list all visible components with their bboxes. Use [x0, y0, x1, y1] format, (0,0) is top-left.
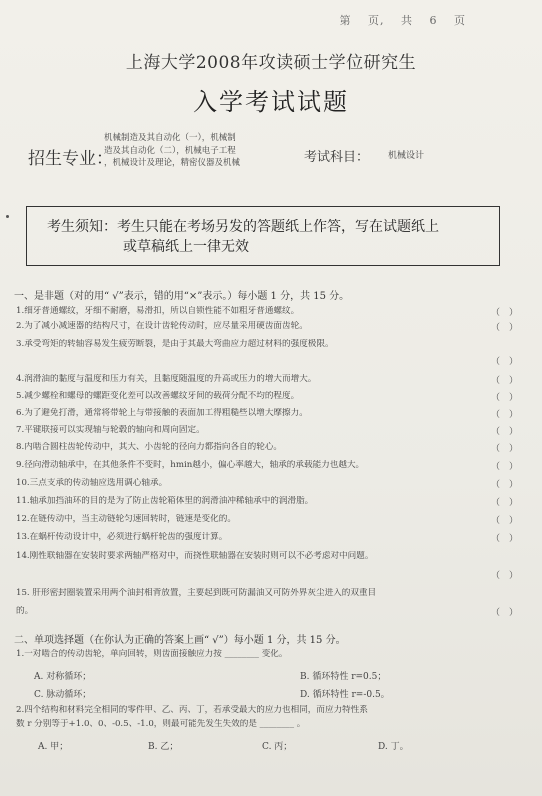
page-number-prefix: 第: [339, 14, 352, 27]
question-text: 6.为了避免打滑，通常将带轮上与带接触的表面加工得粗糙些以增大摩擦力。: [16, 408, 308, 418]
answer-parentheses: （ ）: [490, 516, 518, 526]
major-line: ，机械设计及理论，精密仪器及机械: [104, 158, 241, 168]
option-a: A. 对称循环；: [34, 672, 92, 682]
question-text: 12.在链传动中，当主动链轮匀速回转时，链速是变化的。: [16, 514, 236, 524]
major-list: [104, 132, 304, 170]
question-2-2-line-2: 数 r 分别等于+1.0、0、-0.5、-1.0，则最可能先发生失效的是 ________ 。: [16, 719, 306, 729]
page-number: [334, 12, 473, 28]
question-text: 15. 肝形密封圈装置采用两个油封相背放置，主要起到既可防漏油又可防外界灰尘进入的双重目: [16, 588, 377, 598]
section-2-heading: 二、单项选择题（在你认为正确的答案上画“ √”）每小题 1 分，共 15 分。: [14, 635, 346, 646]
answer-parentheses: （ ）: [490, 608, 518, 618]
answer-parentheses: （ ）: [490, 357, 518, 367]
option-c: C. 丙；: [262, 742, 293, 752]
question-text: 11.轴承加挡油环的目的是为了防止齿轮箱体里的润滑油冲稀轴承中的润滑脂。: [16, 496, 314, 506]
answer-parentheses: （ ）: [490, 427, 518, 437]
option-d: D. 循环特性 r=-0.5。: [300, 690, 390, 700]
answer-parentheses: （ ）: [490, 376, 518, 386]
question-text: 3.承受弯矩的转轴容易发生疲劳断裂，是由于其最大弯曲应力超过材料的强度极限。: [16, 339, 334, 349]
option-b: B. 循环特性 r=0.5；: [300, 672, 387, 682]
answer-parentheses: （ ）: [490, 462, 518, 472]
page-number-total: 6: [429, 14, 438, 27]
page-number-total-prefix: 共: [401, 14, 413, 27]
answer-parentheses: （ ）: [490, 323, 518, 333]
answer-parentheses: （ ）: [490, 410, 518, 420]
question-text: 2.为了减小减速器的结构尺寸，在设计齿轮传动时，应尽量采用硬齿面齿轮。: [16, 321, 308, 331]
answer-parentheses: （ ）: [490, 444, 518, 454]
answer-parentheses: （ ）: [490, 498, 518, 508]
question-text: 的。: [16, 606, 34, 616]
exam-notice-box: [26, 206, 500, 266]
question-text: 8.内啮合圆柱齿轮传动中，其大、小齿轮的径向力都指向各自的轮心。: [16, 442, 283, 452]
question-text: 1.细牙普通螺纹，牙细不耐磨，易滑扣，所以自锁性能不如粗牙普通螺纹。: [16, 306, 300, 316]
question-text: 10.三点支承的传动轴应选用调心轴承。: [16, 478, 168, 488]
answer-parentheses: （ ）: [490, 308, 518, 318]
option-b: B. 乙；: [148, 742, 179, 752]
question-2-1: 1.一对啮合的传动齿轮，单向回转，则齿面接触应力按 ________ 变化。: [16, 649, 288, 659]
page-number-suffix: 页: [454, 14, 466, 27]
question-text: 4.润滑油的黏度与温度和压力有关，且黏度随温度的升高或压力的增大而增大。: [16, 374, 317, 384]
option-a: A. 甲；: [38, 742, 69, 752]
question-text: 13.在蜗杆传动设计中，必须进行蜗杆轮齿的强度计算。: [16, 532, 228, 542]
option-d: D. 丁。: [378, 742, 409, 752]
major-row: [0, 128, 542, 176]
question-2-2-line-1: 2.四个结构和材料完全相同的零件甲、乙、丙、丁，若承受最大的应力也相同，而应力特性系: [16, 705, 368, 715]
subject-value: 机械设计: [388, 151, 425, 161]
notice-line-1: 考生须知：考生只能在考场另发的答题纸上作答，写在试题纸上: [47, 219, 439, 235]
option-c: C. 脉动循环；: [34, 690, 92, 700]
scan-speck: [6, 215, 9, 218]
subject-label: 考试科目：: [304, 150, 370, 165]
section-1-heading: 一、是非题（对的用“ √”表示，错的用“×”表示。）每小题 1 分，共 15 分。: [14, 291, 350, 302]
major-line: 机械制造及其自动化（一），机械制: [104, 133, 236, 143]
notice-line-2: 或草稿纸上一律无效: [123, 239, 249, 255]
answer-parentheses: （ ）: [490, 393, 518, 403]
major-line: 造及其自动化（二），机械电子工程: [104, 145, 236, 156]
question-text: 9.径向滑动轴承中，在其他条件不变时，hmin越小，偏心率越大，轴承的承载能力也越大。: [16, 460, 365, 470]
answer-parentheses: （ ）: [490, 534, 518, 544]
question-text: 5.减少螺栓和螺母的螺距变化差可以改善螺纹牙间的载荷分配不均的程度。: [16, 391, 300, 401]
answer-parentheses: （ ）: [490, 571, 518, 581]
page-number-current: 页,: [368, 14, 385, 27]
question-text: 7.平键联接可以实现轴与轮毂的轴向和周向固定。: [16, 425, 205, 435]
exam-title: 上海大学2008年攻读硕士学位研究生: [125, 53, 417, 73]
major-label: 招生专业：: [28, 149, 113, 169]
question-text: 14.刚性联轴器在安装时要求两轴严格对中，而挠性联轴器在安装时则可以不必考虑对中问题。: [16, 551, 374, 561]
exam-subtitle: 入学考试试题: [193, 88, 349, 116]
answer-parentheses: （ ）: [490, 480, 518, 490]
